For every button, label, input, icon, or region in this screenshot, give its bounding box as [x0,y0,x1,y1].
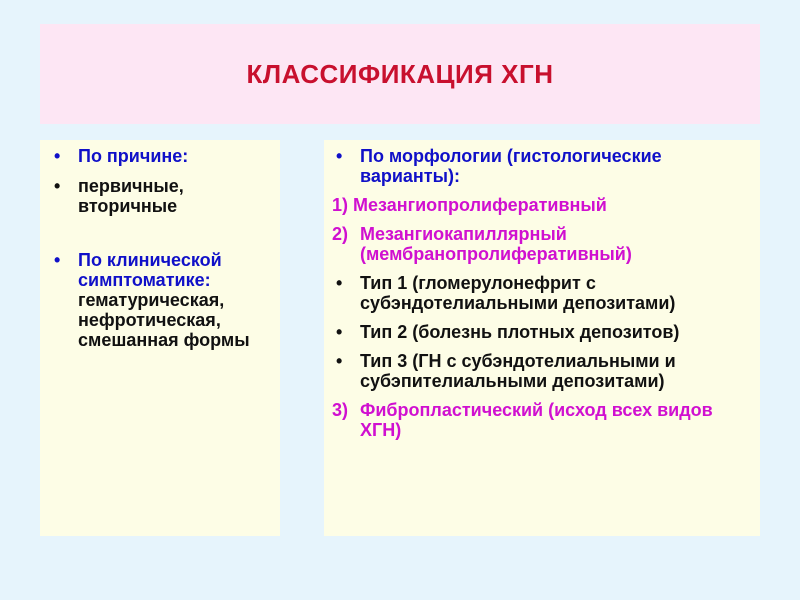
morph-heading-item [332,146,750,186]
type-1-item [332,273,750,313]
title-box [40,24,760,124]
bullet-icon: • [54,176,61,196]
cause-values: первичные, вторичные [78,176,184,216]
cause-heading-item [50,146,272,166]
clinical-item [50,250,272,350]
cause-values-item [50,176,272,216]
variant-2 [332,224,750,264]
page-title: КЛАССИФИКАЦИЯ ХГН [246,58,554,89]
variant-1 [332,195,750,215]
right-panel [324,140,760,536]
variant-3-text: Фибропластический (исход всех видов ХГН) [360,400,713,440]
bullet-icon: • [336,146,343,166]
clinical-values: гематурическая, нефротическая, смешанная формы [78,290,250,350]
type-1-text: Тип 1 (гломерулонефрит с субэндотелиальными депозитами) [360,273,676,313]
variant-3 [332,400,750,440]
type-2-item [332,322,750,342]
bullet-icon: • [336,273,343,293]
morph-heading: По морфологии (гистологические варианты): [360,146,662,186]
variant-2-num: 2) [332,224,349,244]
type-2-text: Тип 2 (болезнь плотных депозитов) [360,322,680,342]
cause-heading: По причине: [78,146,189,166]
type-3-text: Тип 3 (ГН с субэндотелиальными и субэпителиальными депозитами) [360,351,676,391]
bullet-icon: • [54,250,61,270]
type-3-item [332,351,750,391]
bullet-icon: • [336,351,343,371]
bullet-icon: • [336,322,343,342]
clinical-heading: По клинической симптоматике: [78,250,222,290]
bullet-icon: • [54,146,61,166]
variant-2-text: Мезангиокапиллярный (мембранопролиферативный) [360,224,632,264]
left-panel [40,140,280,536]
variant-1-text: 1) Мезангиопролиферативный [332,195,607,215]
variant-3-num: 3) [332,400,349,420]
